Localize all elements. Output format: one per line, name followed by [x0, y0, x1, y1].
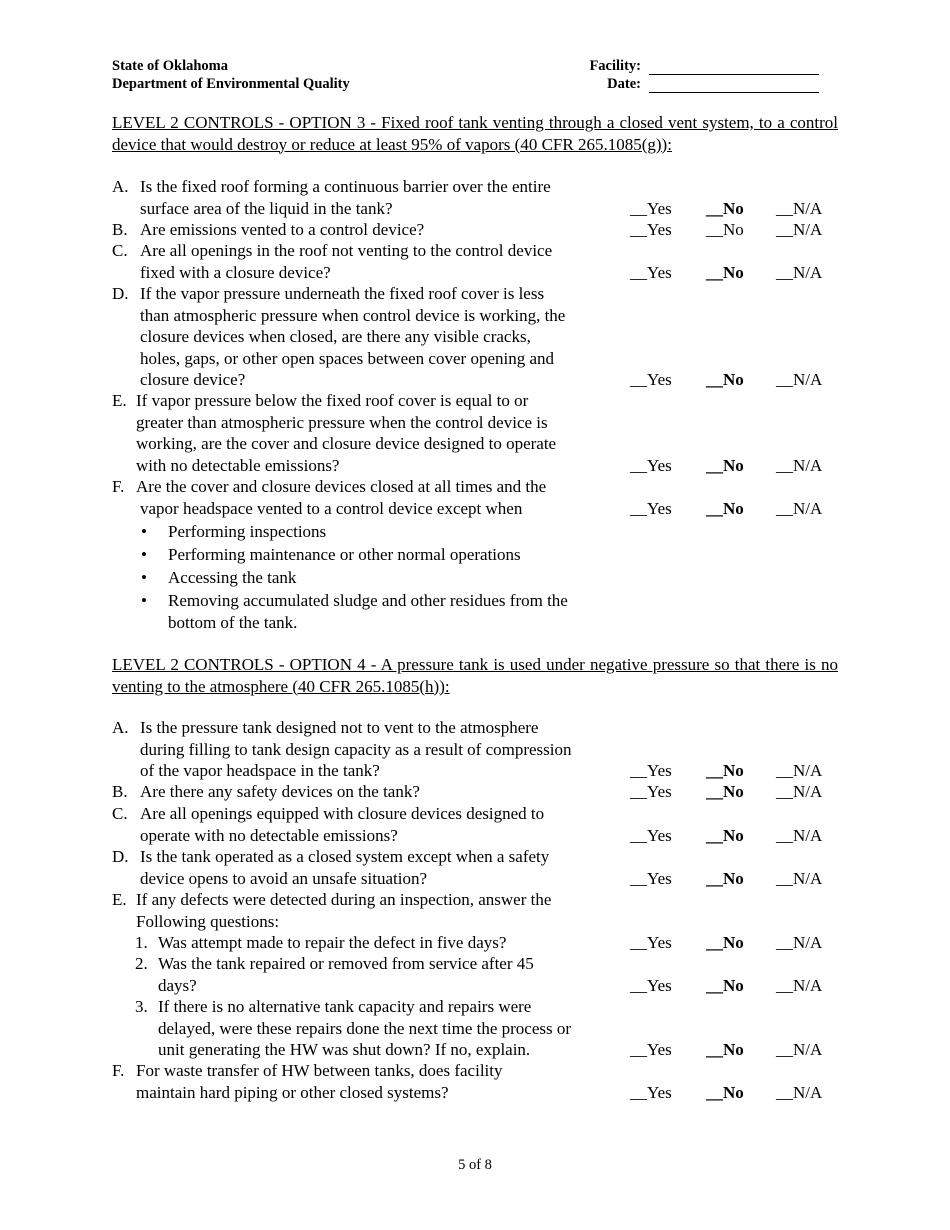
answer-options	[630, 932, 860, 954]
question-letter: D.	[112, 284, 129, 303]
answer-options	[630, 781, 860, 803]
no-option[interactable]: __No	[706, 825, 744, 845]
yes-option[interactable]: __Yes	[630, 933, 672, 952]
no-option[interactable]: __No	[706, 370, 744, 389]
na-option[interactable]: __N/A	[776, 1082, 823, 1102]
section-title-option-3: LEVEL 2 CONTROLS - OPTION 3 - Fixed roof tank venting through a closed vent system, to a control device that would destroy or reduce at least 95% of vapors (40 CFR 265.1085(g)):	[112, 113, 838, 154]
answer-options	[630, 1039, 860, 1061]
yes-option[interactable]: __Yes	[630, 782, 672, 801]
yes-option[interactable]: __Yes	[630, 761, 672, 780]
answer-options	[630, 760, 860, 782]
question-letter: A.	[112, 177, 129, 196]
answer-options	[630, 498, 860, 520]
yes-option[interactable]: __Yes	[630, 825, 672, 845]
facility-label: Facility:	[589, 58, 641, 74]
facility-row	[585, 57, 819, 75]
list-item: • Performing maintenance or other normal operations	[138, 543, 618, 566]
yes-option[interactable]: __Yes	[630, 455, 672, 475]
date-label: Date:	[607, 76, 641, 92]
answer-options	[630, 868, 860, 890]
no-option[interactable]: __No	[706, 782, 744, 801]
sub-question-number: 1.	[135, 933, 148, 952]
answer-options	[630, 219, 860, 241]
yes-option[interactable]: __Yes	[630, 498, 672, 518]
sub-question-number: 2.	[135, 954, 148, 973]
yes-option[interactable]: __Yes	[630, 220, 672, 239]
na-option[interactable]: __N/A	[776, 262, 823, 282]
na-option[interactable]: __N/A	[776, 498, 823, 518]
date-field[interactable]	[649, 79, 819, 93]
no-option[interactable]: __No	[706, 455, 744, 475]
no-option[interactable]: __No	[706, 933, 744, 952]
question-letter: E.	[112, 890, 127, 909]
no-option[interactable]: __No	[706, 198, 744, 218]
sub-question-number: 3.	[135, 997, 148, 1016]
no-option[interactable]: __No	[706, 761, 744, 780]
no-option[interactable]: __No	[706, 498, 744, 518]
na-option[interactable]: __N/A	[776, 761, 823, 780]
question-letter: A.	[112, 718, 129, 737]
no-option[interactable]: __No	[706, 220, 744, 239]
answer-options	[630, 1082, 860, 1104]
section-title-option-4: LEVEL 2 CONTROLS - OPTION 4 - A pressure tank is used under negative pressure so that there is no venting to the atmosphere (40 CFR 265.1085(h)):	[112, 655, 838, 696]
date-row	[585, 75, 819, 93]
na-option[interactable]: __N/A	[776, 220, 823, 239]
yes-option[interactable]: __Yes	[630, 198, 672, 218]
na-option[interactable]: __N/A	[776, 868, 823, 888]
question-letter: B.	[112, 782, 128, 801]
list-item-continuation: bottom of the tank.	[168, 613, 298, 632]
page-number: 5 of 8	[458, 1157, 492, 1173]
facility-field[interactable]	[649, 61, 819, 75]
question-letter: F.	[112, 477, 125, 496]
na-option[interactable]: __N/A	[776, 455, 823, 475]
no-option[interactable]: __No	[706, 262, 744, 282]
answer-options	[630, 198, 860, 220]
department-name: Department of Environmental Quality	[112, 76, 350, 92]
answer-options	[630, 975, 860, 997]
facility-date-block	[585, 57, 819, 93]
list-item: • Removing accumulated sludge and other residues from the	[138, 589, 618, 612]
answer-options	[630, 455, 860, 477]
question-letter: E.	[112, 391, 127, 410]
yes-option[interactable]: __Yes	[630, 370, 672, 389]
yes-option[interactable]: __Yes	[630, 1040, 672, 1059]
exceptions-list	[138, 520, 618, 633]
na-option[interactable]: __N/A	[776, 198, 823, 218]
list-item: • Accessing the tank	[138, 566, 618, 589]
state-name: State of Oklahoma	[112, 58, 228, 74]
na-option[interactable]: __N/A	[776, 825, 823, 845]
list-item: • Performing inspections	[138, 520, 618, 543]
no-option[interactable]: __No	[706, 1040, 744, 1059]
na-option[interactable]: __N/A	[776, 933, 823, 952]
yes-option[interactable]: __Yes	[630, 975, 672, 995]
agency-header	[112, 57, 350, 93]
na-option[interactable]: __N/A	[776, 975, 823, 995]
no-option[interactable]: __No	[706, 868, 744, 888]
yes-option[interactable]: __Yes	[630, 262, 672, 282]
no-option[interactable]: __No	[706, 1082, 744, 1102]
yes-option[interactable]: __Yes	[630, 1082, 672, 1102]
yes-option[interactable]: __Yes	[630, 868, 672, 888]
question-letter: D.	[112, 847, 129, 866]
question-letter: C.	[112, 804, 128, 823]
answer-options	[630, 825, 860, 847]
na-option[interactable]: __N/A	[776, 782, 823, 801]
question-letter: C.	[112, 241, 128, 260]
answer-options	[630, 369, 860, 391]
no-option[interactable]: __No	[706, 975, 744, 995]
form-page: State of Oklahoma Department of Environmental Quality Facility: Date: LEVEL 2 CONTROLS - OPTION 3 - Fixed roof tank venting through a closed vent system, to a control device that would destroy or reduce at least 95% of vapors (40 CFR 265.1085(g)): A. Is the fixed roof forming a continuous barrier over the entire surface area of the liquid in the tank? __Yes __No __N/A B. Are emissions vented to a control device? __Yes __No __N/A C. Are all openings in the roof not venting to the control device fixed with a closure device? __Yes __No __N/A D. If the vapor pressure underneath the fixed roof cover is less than atmospheric pressure when control device is working, the closure devices when closed, are there any visible cracks, holes, gaps, or other open spaces between cover opening and closure device? __Yes __No __N/A E. If vapor pressure below the fixed roof cover is equal to or greater than atmospheric pressure when the control device is working, are the cover and closure device designed to operate with no detectable emissions? __Yes __No __N/A F. Are the cover and closure devices closed at all times and the vapor headspace vented to a control device except when __Yes __No __N/A • Performing inspections • Performing maintenance or other normal operations • Accessing the tank • Removing accumulated sludge and other residues from the bottom of the tank. LEVEL 2 CONTROLS - OPTION 4 - A pressure tank is used under negative pressure so that there is no venting to the atmosphere (40 CFR 265.1085(h)): A. Is the pressure tank designed not to vent to the atmosphere during filling to tank design capacity as a result of compression of the vapor headspace in the tank? __Yes __No __N/A B. Are there any safety devices on the tank? __Yes __No __N/A C. Are all openings equipped with closure devices designed to operate with no detectable emissions? __Yes __No __N/A D. Is the tank operated as a closed system except when a safety device opens to avoid an unsafe situation? __Yes __No __N/A E. If any defects were detected during an inspection, answer the Following questions: 1. Was attempt made to repair the defect in five days? __Yes __No __N/A 2. Was the tank repaired or removed from service after 45 days? __Yes __No __N/A 3. If there is no alternative tank capacity and repairs were delayed, were these repairs done the next time the process or unit generating the HW was shut down? If no, explain. __Yes __No __N/A F. For waste transfer of HW between tanks, does facility maintain hard piping or other closed systems? __Yes __No __N/A 5 of 8	[0, 0, 950, 1230]
question-letter: F.	[112, 1061, 125, 1080]
na-option[interactable]: __N/A	[776, 1040, 823, 1059]
na-option[interactable]: __N/A	[776, 370, 823, 389]
question-letter: B.	[112, 220, 128, 239]
answer-options	[630, 262, 860, 284]
